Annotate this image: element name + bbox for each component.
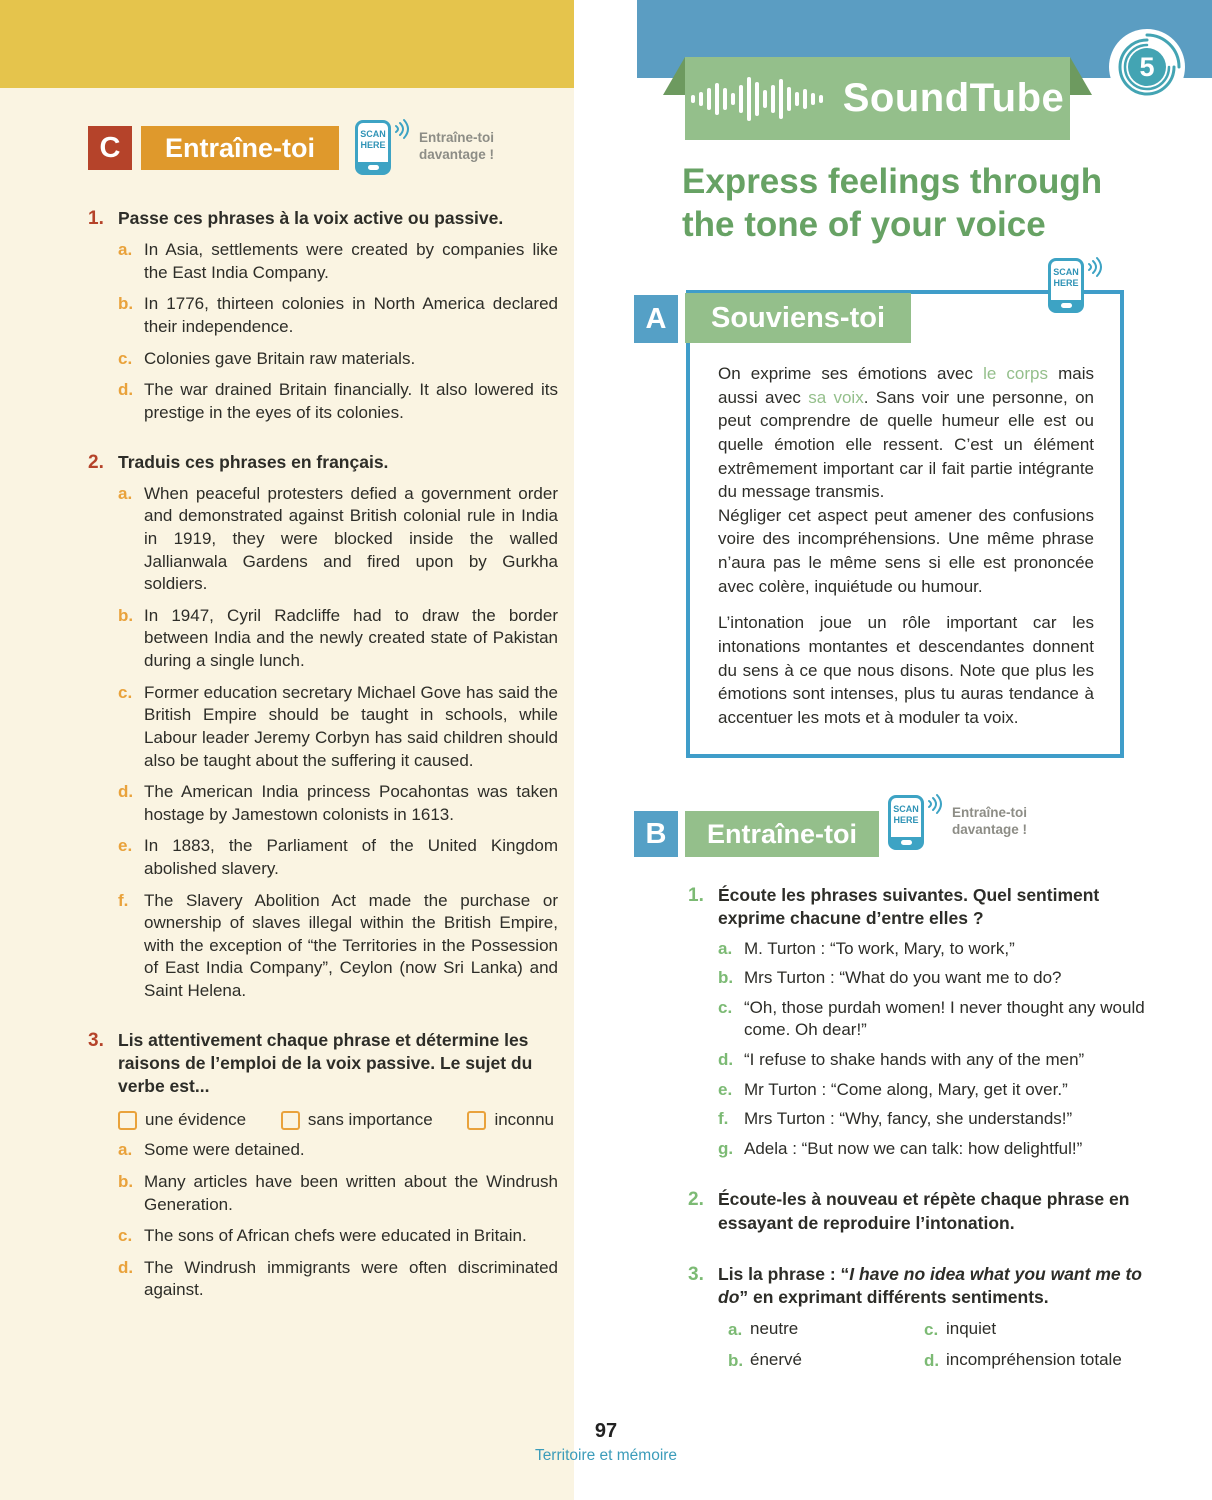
checkbox-option — [281, 1110, 433, 1130]
item-text: Mrs Turton : “Why, fancy, she understands!” — [744, 1109, 1073, 1129]
exercise-number: 2. — [88, 451, 104, 473]
item-label: c. — [118, 348, 133, 368]
item-label: a. — [118, 1140, 133, 1160]
checkbox-option — [118, 1110, 246, 1130]
item-text: Colonies gave Britain raw materials. — [144, 348, 416, 368]
exercise-b1 — [688, 884, 1166, 1160]
phone-home-bar — [358, 162, 388, 172]
list-item — [718, 967, 1166, 990]
highlight-le-corps: le corps — [983, 364, 1048, 383]
list-item — [718, 1108, 1166, 1131]
right-column — [630, 0, 1212, 1500]
item-label: g. — [718, 1138, 734, 1158]
item-text: The Slavery Abolition Act made the purchase or ownership of slaves illegal within the British Empire, with the exception of “the Territories in the Possession of East India Company”, Ceylon (now Sri Lanka) and Saint Helena. — [144, 890, 558, 1000]
section-b-badge: B — [634, 811, 678, 857]
section-a-title-banner: Souviens-toi — [685, 293, 911, 343]
exercise-c3 — [88, 1029, 558, 1302]
soundtube-ribbon — [685, 57, 1070, 140]
checkbox-label: inconnu — [494, 1110, 554, 1130]
scan-caption-line1: Entraîne-toi — [419, 130, 495, 145]
item-label: a. — [118, 483, 133, 503]
souviens-toi-box — [686, 290, 1124, 758]
sentiment-option — [924, 1319, 1166, 1342]
scan-here-block-b — [888, 795, 1027, 850]
headline-line2: the tone of your voice — [682, 205, 1046, 245]
scan-here-label — [1051, 267, 1081, 289]
scan-phone-icon — [1048, 258, 1084, 313]
item-text: The sons of African chefs were educated in Britain. — [144, 1226, 527, 1246]
item-label: a. — [718, 938, 733, 958]
unit-number: 5 — [1139, 52, 1155, 82]
section-b-title-banner: Entraîne-toi — [685, 811, 879, 857]
item-text: Former education secretary Michael Gove has said the British Empire should be taught in schools, while Labour leader Jeremy Corbyn has said children should also be taught about the suffering it caused. — [144, 682, 558, 770]
item-label: c. — [118, 1226, 133, 1246]
soundtube-logo-text: SoundTube — [842, 76, 1065, 120]
scan-phone-icon — [355, 120, 391, 175]
item-text: When peaceful protesters defied a government order and demonstrated against British colonial rule in India in 1919, they were blocked inside the walled Jallianwala Gardens and fired upon by Gurkha soldiers. — [144, 483, 558, 594]
section-b-exercises — [688, 884, 1166, 1373]
item-text: “Oh, those purdah women! I never thought any would come. Oh dear!” — [744, 997, 1145, 1040]
paragraph: On exprime ses émotions avec le corps mais aussi avec sa voix. Sans voir une personne, on peut comprendre de quelle humeur elle est ou quelle émotion elle ressent. C’est un élément extrêmement important car il fait partie intégrante du message transmis. — [718, 364, 1094, 502]
checkbox-label: une évidence — [145, 1110, 247, 1130]
section-a-badge: A — [634, 295, 678, 343]
scan-caption — [419, 130, 494, 164]
exercise-b2 — [688, 1188, 1166, 1235]
item-text: In 1947, Cyril Radcliffe had to draw the border between India and the newly created state of Pakistan during a single lunch. — [144, 605, 558, 671]
highlight-sa-voix: sa voix — [808, 387, 864, 407]
list-item — [118, 1257, 558, 1302]
item-text: énervé — [750, 1350, 802, 1370]
sentiment-options — [718, 1319, 1166, 1372]
here-word: HERE — [1053, 277, 1079, 288]
lesson-headline — [682, 160, 1162, 246]
headline-line1: Express feelings through — [682, 162, 1103, 201]
checkbox[interactable] — [281, 1111, 300, 1130]
scan-here-block-c — [355, 120, 494, 175]
item-text: “I refuse to shake hands with any of the men” — [744, 1049, 1085, 1069]
list-item — [118, 835, 558, 880]
exercise-title: Lis attentivement chaque phrase et détermine les raisons de l’emploi de la voix passive. Le sujet du verbe est... — [118, 1029, 533, 1097]
list-item — [118, 483, 558, 596]
item-label: f. — [118, 890, 129, 910]
list-item — [718, 1049, 1166, 1072]
item-text: The war drained Britain financially. It also lowered its prestige in the eyes of its colonies. — [144, 380, 558, 422]
phone-home-bar — [1051, 300, 1081, 310]
phone-home-bar — [891, 837, 921, 847]
checkbox-label: sans importance — [307, 1110, 433, 1130]
exercise-number: 2. — [688, 1189, 704, 1211]
list-item — [718, 997, 1166, 1042]
sentiment-option — [728, 1350, 924, 1373]
item-text: Some were detained. — [144, 1140, 305, 1160]
item-text: inquiet — [946, 1319, 997, 1339]
paragraph: Négliger cet aspect peut amener des confusions voire des incompréhensions. Une même phrase n’aura pas le même sens si elle est prononcée avec colère, inquiétude ou humour. — [718, 505, 1094, 596]
scan-word: SCAN — [360, 129, 386, 139]
audio-waveform-icon — [691, 77, 823, 121]
list-item — [118, 605, 558, 673]
item-text: Mr Turton : “Come along, Mary, get it over.” — [744, 1079, 1068, 1099]
item-label: c. — [118, 682, 133, 702]
yellow-header-band — [0, 0, 574, 88]
item-text: The Windrush immigrants were often discriminated against. — [144, 1257, 558, 1300]
item-label: f. — [718, 1109, 729, 1129]
exercise-title: Lis la phrase : “I have no idea what you want me to do” en exprimant différents sentiments. — [718, 1263, 1142, 1308]
exercise-number: 3. — [688, 1263, 704, 1285]
item-label: d. — [118, 380, 134, 400]
item-label: a. — [118, 240, 133, 260]
chapter-title: Territoire et mémoire — [534, 1447, 678, 1464]
exercise-title: Passe ces phrases à la voix active ou passive. — [118, 208, 504, 228]
here-word: HERE — [360, 139, 386, 150]
item-text: In 1776, thirteen colonies in North America declared their independence. — [144, 294, 558, 337]
item-label: a. — [728, 1320, 743, 1340]
scan-caption-line2: davantage ! — [952, 821, 1028, 837]
list-item — [118, 379, 558, 424]
checkbox-option — [467, 1110, 554, 1130]
page-number: 97 — [594, 1420, 618, 1442]
sound-waves-icon — [926, 793, 944, 815]
scan-here-block-a — [1048, 258, 1104, 313]
list-item — [118, 890, 558, 1003]
exercise-number: 1. — [88, 208, 104, 229]
list-item — [118, 1171, 558, 1216]
scan-caption-line1: Entraîne-toi — [952, 805, 1028, 820]
checkbox[interactable] — [118, 1111, 137, 1130]
list-item — [118, 1225, 558, 1248]
item-text: incompréhension totale — [946, 1350, 1122, 1370]
exercise-number: 1. — [688, 885, 704, 906]
sound-waves-icon — [393, 118, 411, 140]
exercise-title: Écoute-les à nouveau et répète chaque phrase en essayant de reproduire l’intonation. — [718, 1189, 1130, 1233]
item-label: d. — [118, 782, 134, 802]
ribbon-fold-right — [1070, 57, 1092, 95]
list-item — [118, 1139, 558, 1162]
ribbon-fold-left — [663, 57, 685, 95]
exercise-title: Traduis ces phrases en français. — [118, 451, 389, 472]
list-item — [118, 682, 558, 772]
scan-word: SCAN — [1053, 267, 1079, 277]
item-label: b. — [118, 605, 134, 625]
here-word: HERE — [893, 814, 919, 825]
list-item — [118, 293, 558, 338]
item-label: d. — [118, 1257, 134, 1277]
item-label: b. — [718, 968, 734, 988]
exercise-number: 3. — [88, 1029, 104, 1051]
sentiment-option — [924, 1350, 1166, 1373]
exercise-title: Écoute les phrases suivantes. Quel sentiment exprime chacune d’entre elles ? — [718, 885, 1100, 929]
section-c-badge: C — [88, 126, 132, 170]
item-label: c. — [718, 997, 733, 1017]
scan-word: SCAN — [893, 804, 919, 814]
checkbox[interactable] — [467, 1111, 486, 1130]
section-c-title-banner: Entraîne-toi — [141, 126, 339, 170]
item-text: M. Turton : “To work, Mary, to work,” — [744, 938, 1015, 958]
item-label: b. — [728, 1351, 744, 1371]
quoted-phrase: I have no idea what you want me to do — [718, 1263, 1142, 1308]
scan-caption-line2: davantage ! — [419, 146, 495, 162]
item-text: neutre — [750, 1319, 799, 1339]
page-footer — [0, 1420, 1212, 1465]
item-text: Many articles have been written about the Windrush Generation. — [144, 1172, 558, 1214]
checkbox-options-row — [118, 1110, 558, 1130]
item-label: c. — [924, 1320, 939, 1340]
scan-here-label — [358, 129, 388, 151]
item-label: e. — [718, 1079, 733, 1099]
section-c-header — [88, 126, 558, 175]
list-item — [118, 239, 558, 284]
item-label: b. — [118, 294, 134, 314]
exercise-b3 — [688, 1263, 1166, 1373]
scan-phone-icon — [888, 795, 924, 850]
paragraph: L’intonation joue un rôle important car les intonations montantes et descendantes donnent du sens à ce que nous disons. Note que plus les émotions sont intenses, plus tu auras tendance à accentuer les mots et à moduler ta voix. — [718, 613, 1094, 727]
scan-caption — [952, 805, 1027, 839]
sound-waves-icon — [1086, 256, 1104, 278]
list-item — [718, 938, 1166, 961]
list-item — [718, 1079, 1166, 1102]
list-item — [718, 1138, 1166, 1161]
item-text: Mrs Turton : “What do you want me to do? — [744, 968, 1062, 988]
item-label: e. — [118, 836, 133, 856]
item-text: Adela : “But now we can talk: how delightful!” — [744, 1138, 1083, 1158]
left-column — [88, 126, 558, 1302]
list-item — [118, 781, 558, 826]
item-label: d. — [924, 1351, 940, 1371]
scan-here-label — [891, 804, 921, 826]
sentiment-option — [728, 1319, 924, 1342]
unit-number-badge — [1108, 28, 1186, 106]
item-text: In Asia, settlements were created by companies like the East India Company. — [144, 240, 558, 282]
list-item — [118, 348, 558, 371]
item-text: In 1883, the Parliament of the United Kingdom abolished slavery. — [144, 836, 558, 878]
item-label: b. — [118, 1172, 134, 1191]
exercise-c1 — [88, 207, 558, 425]
exercise-c2 — [88, 451, 558, 1003]
item-text: The American India princess Pocahontas was taken hostage by Jamestown colonists in 1613. — [144, 782, 558, 824]
item-label: d. — [718, 1049, 734, 1069]
